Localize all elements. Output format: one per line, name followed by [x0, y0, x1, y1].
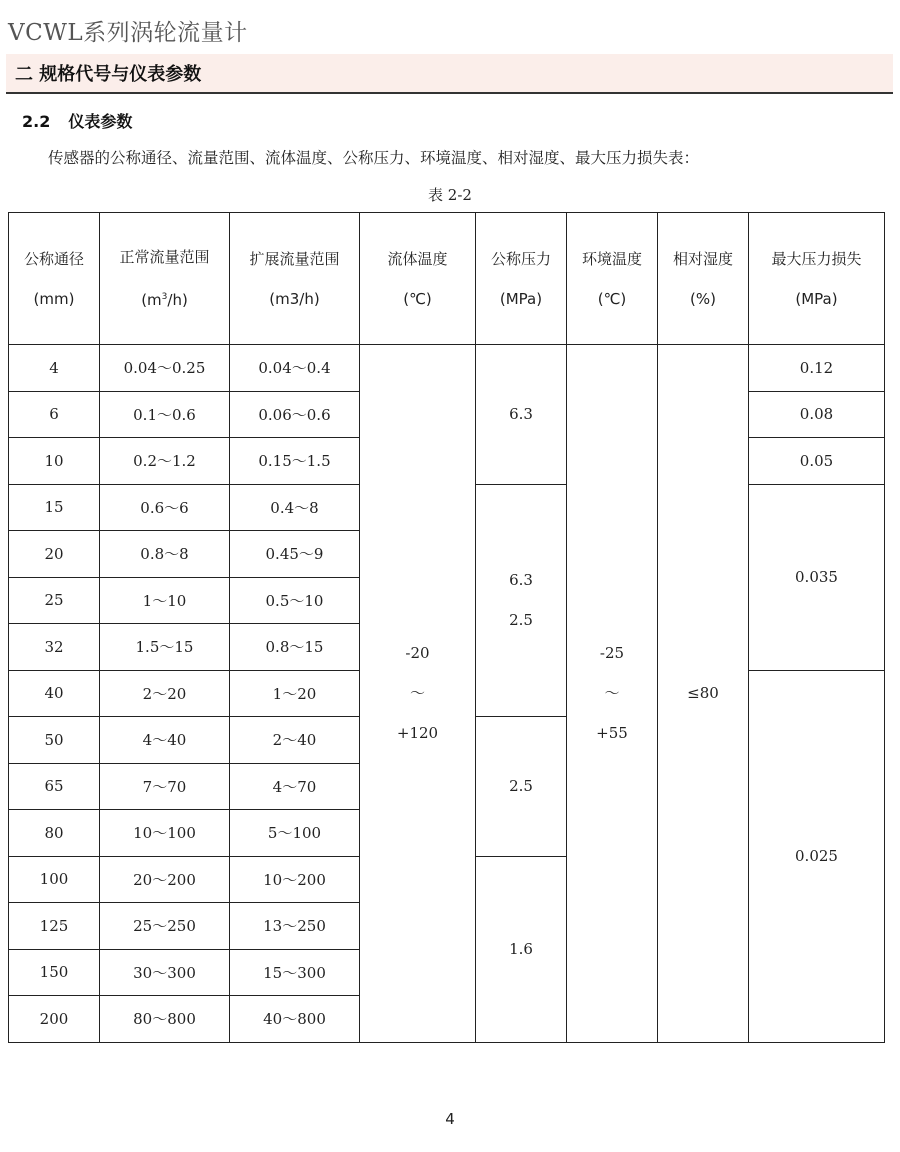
- cell-extended-flow: 40～800: [230, 996, 360, 1043]
- cell-normal-flow: 25～250: [100, 903, 230, 950]
- cell-normal-flow: 4～40: [100, 717, 230, 764]
- cell-pressure-loss-group: 0.025: [749, 670, 885, 1042]
- cell-diameter: 150: [9, 949, 100, 996]
- cell-normal-flow: 10～100: [100, 810, 230, 857]
- cell-pressure-group-2: 6.3 2.5: [476, 484, 567, 717]
- cell-fluid-temperature: -20 ～ +120: [360, 345, 476, 1043]
- cell-extended-flow: 2～40: [230, 717, 360, 764]
- subsection-title: 仪表参数: [68, 112, 133, 131]
- cell-extended-flow: 0.45～9: [230, 531, 360, 578]
- cell-relative-humidity: ≤80: [658, 345, 749, 1043]
- cell-extended-flow: 13～250: [230, 903, 360, 950]
- cell-extended-flow: 0.15～1.5: [230, 438, 360, 485]
- table-header-row: [9, 213, 885, 345]
- cell-normal-flow: 30～300: [100, 949, 230, 996]
- cell-normal-flow: 0.8～8: [100, 531, 230, 578]
- cell-diameter: 40: [9, 670, 100, 717]
- cell-normal-flow: 0.1～0.6: [100, 391, 230, 438]
- cell-normal-flow: 1～10: [100, 577, 230, 624]
- cell-diameter: 32: [9, 624, 100, 671]
- cell-pressure-group-4: 1.6: [476, 856, 567, 1042]
- intro-paragraph: 传感器的公称通径、流量范围、流体温度、公称压力、环境温度、相对湿度、最大压力损失表：: [48, 149, 700, 167]
- cell-pressure-loss: 0.08: [749, 391, 885, 438]
- cell-normal-flow: 1.5～15: [100, 624, 230, 671]
- cell-normal-flow: 0.6～6: [100, 484, 230, 531]
- header-ambient-temperature: 环境温度 (℃): [567, 213, 658, 345]
- subsection-heading: [22, 109, 132, 132]
- cell-pressure-loss: 0.05: [749, 438, 885, 485]
- cell-diameter: 125: [9, 903, 100, 950]
- cell-extended-flow: 10～200: [230, 856, 360, 903]
- section-heading: 二 规格代号与仪表参数: [15, 64, 202, 85]
- cell-diameter: 200: [9, 996, 100, 1043]
- cell-diameter: 25: [9, 577, 100, 624]
- cell-extended-flow: 5～100: [230, 810, 360, 857]
- cell-diameter: 10: [9, 438, 100, 485]
- cell-diameter: 6: [9, 391, 100, 438]
- parameters-table: [8, 212, 885, 1043]
- header-relative-humidity: 相对湿度 (%): [658, 213, 749, 345]
- header-extended-flow-range: 扩展流量范围 (m3/h): [230, 213, 360, 345]
- document-title: VCWL系列涡轮流量计: [8, 20, 248, 46]
- cell-normal-flow: 7～70: [100, 763, 230, 810]
- cell-normal-flow: 80～800: [100, 996, 230, 1043]
- cell-pressure-group-1: 6.3: [476, 345, 567, 485]
- section-header-bar: [6, 54, 893, 94]
- cell-normal-flow: 20～200: [100, 856, 230, 903]
- cell-ambient-temperature: -25 ～ +55: [567, 345, 658, 1043]
- subsection-number: 2.2: [22, 112, 51, 131]
- cell-pressure-loss: 0.12: [749, 345, 885, 392]
- cell-extended-flow: 0.06～0.6: [230, 391, 360, 438]
- cell-diameter: 20: [9, 531, 100, 578]
- cell-extended-flow: 0.4～8: [230, 484, 360, 531]
- cell-extended-flow: 0.5～10: [230, 577, 360, 624]
- cell-pressure-loss-group: 0.035: [749, 484, 885, 670]
- cell-diameter: 15: [9, 484, 100, 531]
- header-fluid-temperature: 流体温度 (℃): [360, 213, 476, 345]
- table-row: [9, 345, 885, 392]
- header-nominal-pressure: 公称压力 (MPa): [476, 213, 567, 345]
- cell-extended-flow: 0.04～0.4: [230, 345, 360, 392]
- cell-extended-flow: 15～300: [230, 949, 360, 996]
- cell-diameter: 50: [9, 717, 100, 764]
- cell-normal-flow: 0.2～1.2: [100, 438, 230, 485]
- table-caption: 表 2-2: [428, 186, 472, 204]
- header-nominal-diameter: 公称通径 (mm): [9, 213, 100, 345]
- cell-diameter: 4: [9, 345, 100, 392]
- cell-extended-flow: 1～20: [230, 670, 360, 717]
- cell-normal-flow: 2～20: [100, 670, 230, 717]
- header-max-pressure-loss: 最大压力损失 (MPa): [749, 213, 885, 345]
- cell-normal-flow: 0.04～0.25: [100, 345, 230, 392]
- cell-diameter: 65: [9, 763, 100, 810]
- cell-extended-flow: 0.8～15: [230, 624, 360, 671]
- page-number: 4: [445, 1110, 455, 1128]
- header-normal-flow-range: 正常流量范围 $(m^3/h)$: [100, 213, 230, 345]
- cell-extended-flow: 4～70: [230, 763, 360, 810]
- cell-pressure-group-3: 2.5: [476, 717, 567, 857]
- cell-diameter: 100: [9, 856, 100, 903]
- cell-diameter: 80: [9, 810, 100, 857]
